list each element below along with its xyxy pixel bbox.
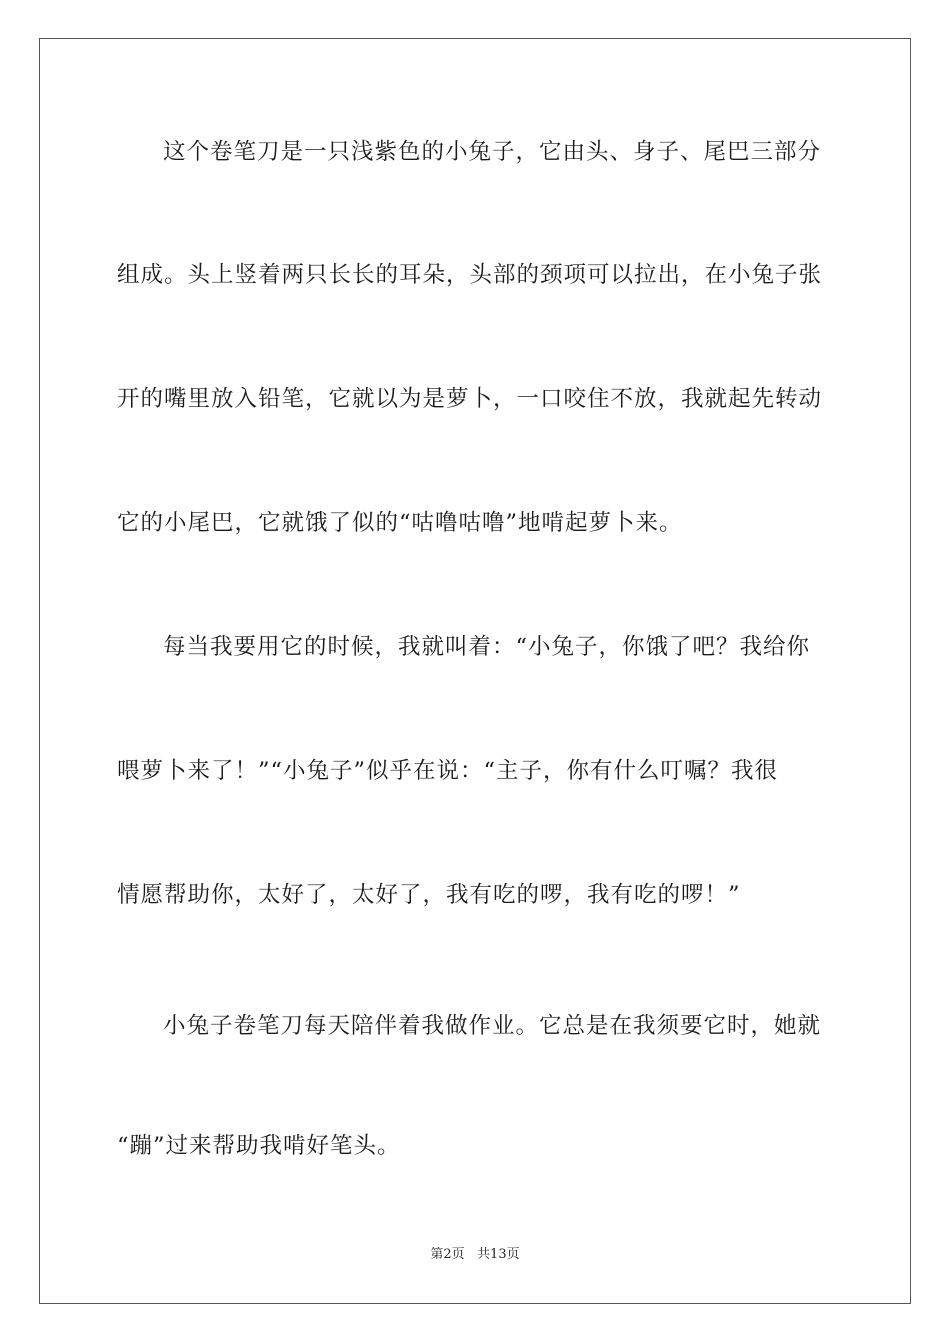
- paragraph-1-line-1: 这个卷笔刀是一只浅紫色的小兔子，它由头、身子、尾巴三部分: [163, 139, 822, 165]
- paragraph-2-line-1: 每当我要用它的时候，我就叫着：“小兔子，你饿了吧？我给你: [163, 634, 811, 660]
- paragraph-1-line-2: 组成。头上竖着两只长长的耳朵，头部的颈项可以拉出，在小兔子张: [117, 262, 823, 288]
- paragraph-1-line-3: 开的嘴里放入铅笔，它就以为是萝卜，一口咬住不放，我就起先转动: [117, 386, 823, 412]
- paragraph-1-line-4: 它的小尾巴，它就饿了似的“咕噜咕噜”地啃起萝卜来。: [117, 510, 683, 536]
- paragraph-2-line-2: 喂萝卜来了！”“小兔子”似乎在说：“主子，你有什么叮嘱？我很: [117, 758, 779, 784]
- paragraph-3-line-1: 小兔子卷笔刀每天陪伴着我做作业。它总是在我须要它时，她就: [163, 1013, 822, 1039]
- paragraph-2-line-3: 情愿帮助你，太好了，太好了，我有吃的啰，我有吃的啰！”: [117, 882, 741, 908]
- page-border: [39, 38, 911, 1304]
- page-number-footer: 第2页 共13页: [430, 1247, 520, 1262]
- paragraph-3-line-2: “蹦”过来帮助我啃好笔头。: [117, 1133, 401, 1159]
